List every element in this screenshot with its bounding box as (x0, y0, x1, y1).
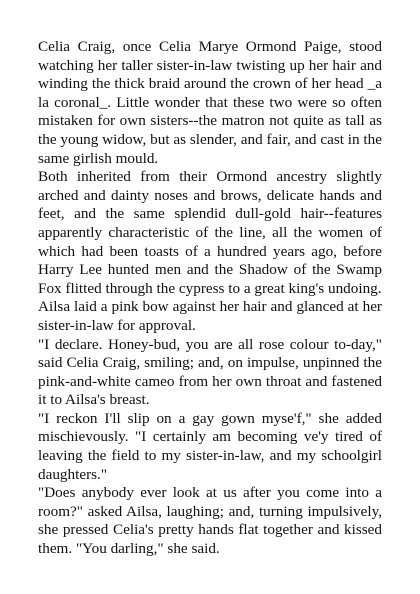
paragraph: "I reckon I'll slip on a gay gown myse'f," she added mischievously. "I certainly am becoming ve'y tired of leaving the field to my sister-in-law, and my schoolgirl daughters." (38, 409, 382, 483)
document-body (38, 38, 382, 559)
paragraph: "Does anybody ever look at us after you come into a room?" asked Ailsa, laughing; and, turning impulsively, she pressed Celia's pretty hands flat together and kissed them. "You darling," she said. (38, 484, 382, 558)
paragraph: Both inherited from their Ormond ancestry slightly arched and dainty noses and brows, delicate hands and feet, and the same splendid dull-gold hair--features apparently characteristic of the line, all the women of which had been toasts of a hundred years ago, before Harry Lee hunted men and the Shadow of the Swamp Fox flitted through the cypress to a great king's undoing. (38, 168, 382, 297)
paragraph: "I declare. Honey-bud, you are all rose colour to-day," said Celia Craig, smiling; and, on impulse, unpinned the pink-and-white cameo from her own throat and fastened it to Ailsa's breast. (38, 335, 382, 409)
paragraph: Celia Craig, once Celia Marye Ormond Paige, stood watching her taller sister-in-law twisting up her hair and winding the thick braid around the crown of her head _a la coronal_. Little wonder that these two were so often mistaken for own sisters--the matron not quite as tall as the young widow, but as slender, and fair, and cast in the same girlish mould. (38, 38, 382, 167)
paragraph: Ailsa laid a pink bow against her hair and glanced at her sister-in-law for approval. (38, 298, 382, 334)
